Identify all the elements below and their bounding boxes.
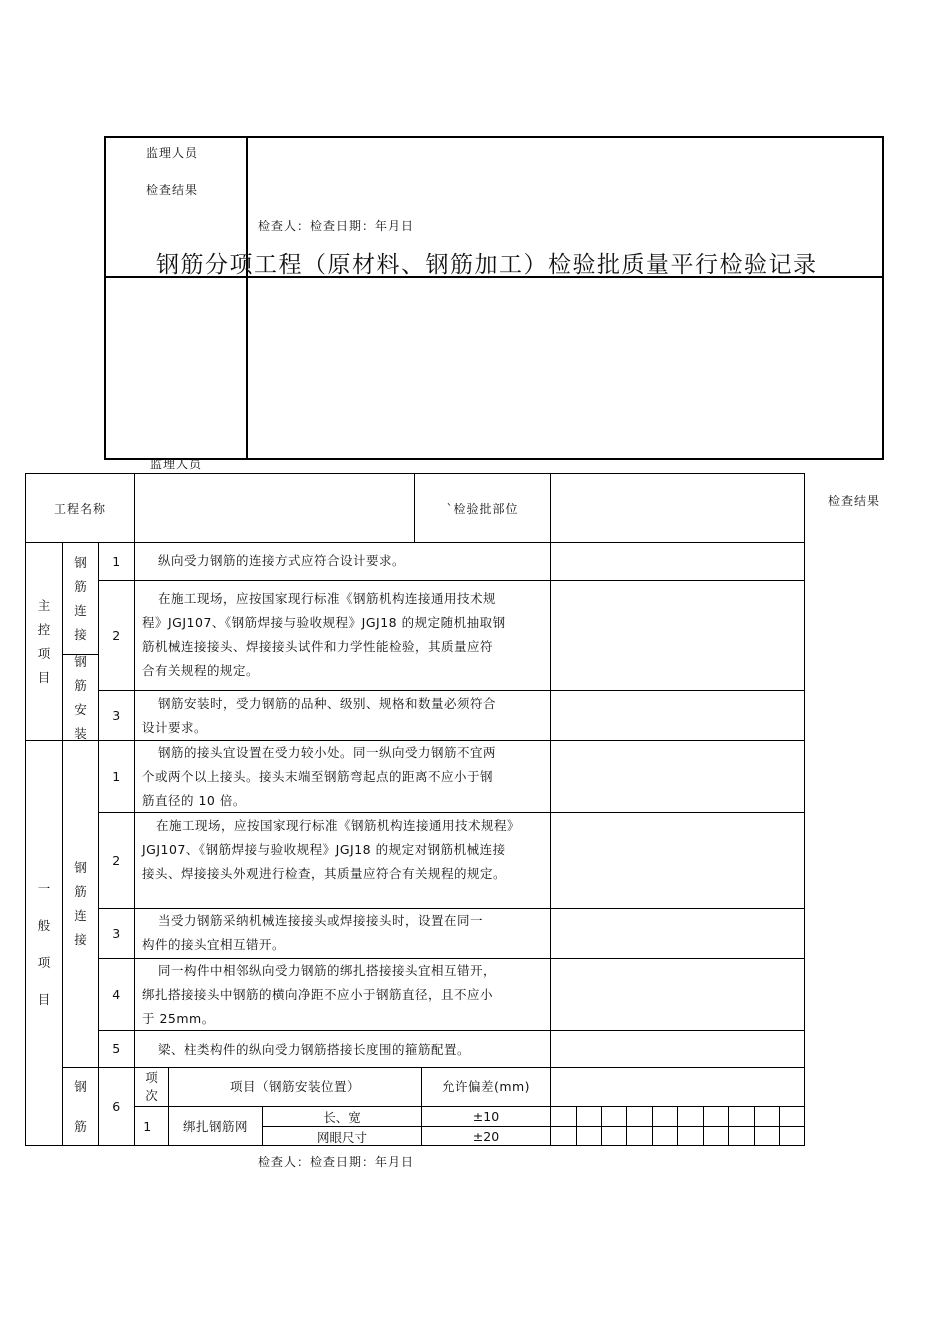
mid-supervisor-label: 监理人员	[150, 457, 203, 471]
sub-row-name: 长、宽	[323, 1109, 361, 1125]
sub-char: 连	[74, 908, 87, 923]
sub-char: 接	[74, 626, 87, 642]
general-item-text	[142, 909, 547, 957]
general-category	[26, 741, 62, 1146]
sub-char: 装	[74, 725, 87, 741]
sub-char: 筋	[74, 884, 87, 899]
top-box-divider	[246, 137, 248, 460]
general-sub-connection	[63, 741, 98, 1067]
grid-line	[98, 690, 805, 691]
general-item-no: 6	[112, 1099, 121, 1114]
grid-line	[134, 542, 135, 1146]
page-title: 钢筋分项工程（原材料、钢筋加工）检验批质量平行检验记录	[156, 252, 818, 278]
mid-result-label: 检查结果	[828, 494, 881, 508]
category-char: 主	[37, 597, 51, 613]
sub-char: 钢	[74, 860, 87, 875]
seq-header-char: 项	[145, 1070, 158, 1085]
general-item-text	[142, 959, 547, 1031]
main-item-text	[142, 587, 550, 683]
check-cell-line	[550, 1126, 805, 1127]
grid-line	[98, 580, 805, 581]
general-item-no: 1	[112, 768, 121, 784]
text-line: 接头、焊接接头外观进行检查，其质量应符合有关规程的规定。	[142, 866, 507, 881]
text-line: 绑扎搭接接头中钢筋的横向净距不应小于钢筋直径，且不应小	[142, 987, 494, 1002]
main-item-text	[142, 692, 547, 740]
row-no: 1	[143, 1118, 152, 1134]
text-line: 程》JGJ107、《钢筋焊接与验收规程》JGJ18 的规定随机抽取钢	[142, 615, 506, 630]
sub-row-tolerance: ±10	[472, 1109, 500, 1124]
grid-line	[25, 542, 805, 543]
text-line: 在施工现场，应按国家现行标准《钢筋机构连接通用技术规程》	[156, 818, 521, 833]
text-line: 于 25mm。	[142, 1011, 215, 1026]
text-line: 构件的接头宜相互错开。	[142, 937, 286, 952]
top-record-box	[104, 136, 884, 460]
batch-location-label: `检验批部位	[446, 501, 519, 516]
sub-char: 安	[74, 701, 87, 717]
text-line: 合有关规程的规定。	[142, 663, 260, 678]
text-line: 梁、柱类构件的纵向受力钢筋搭接长度围的箍筋配置。	[158, 1042, 471, 1057]
category-char: 目	[37, 991, 51, 1007]
main-item-text	[142, 549, 547, 573]
main-sub-installation	[63, 655, 98, 740]
row-name: 绑扎钢筋网	[182, 1118, 248, 1134]
tolerance-header: 允许偏差(mm)	[441, 1079, 531, 1094]
category-char: 项	[37, 645, 51, 661]
text-line: 筋机械连接接头、焊接接头试件和力学性能检验，其质量应符	[142, 639, 494, 654]
main-sub-connection	[63, 543, 98, 654]
main-item-no: 3	[112, 707, 121, 723]
top-supervisor-label: 监理人员	[146, 146, 199, 160]
category-char: 般	[37, 917, 51, 933]
general-item-text	[142, 814, 550, 886]
top-inspector-line: 检查人：检查日期：年月日	[258, 219, 415, 233]
sub-char: 筋	[74, 677, 87, 693]
general-item-no: 3	[112, 925, 121, 941]
sub-char: 钢	[74, 653, 87, 669]
main-item-no: 1	[112, 553, 121, 569]
sub-char: 钢	[74, 554, 87, 570]
text-line: 在施工现场，应按国家现行标准《钢筋机构连接通用技术规	[158, 591, 497, 606]
category-char: 目	[37, 669, 51, 685]
batch-location-value	[551, 474, 804, 542]
main-control-category	[26, 543, 62, 740]
sub-char: 接	[74, 932, 87, 947]
sub-char: 筋	[74, 578, 87, 594]
project-name-value	[135, 474, 414, 542]
general-item-text	[142, 1038, 547, 1062]
footer-inspector-line: 检查人：检查日期：年月日	[258, 1155, 415, 1169]
text-line: 纵向受力钢筋的连接方式应符合设计要求。	[158, 553, 406, 568]
category-char: 控	[37, 621, 51, 637]
text-line: 个或两个以上接头。接头末端至钢筋弯起点的距离不应小于钢	[142, 769, 494, 784]
project-header: 项目（钢筋安装位置）	[229, 1079, 360, 1094]
seq-header-char: 次	[145, 1088, 158, 1103]
general-item-text	[142, 741, 547, 813]
seq-header	[135, 1068, 168, 1106]
sub-char: 连	[74, 602, 87, 618]
category-char: 一	[37, 880, 51, 896]
text-line: 钢筋的接头宜设置在受力较小处。同一纵向受力钢筋不宜两	[158, 745, 497, 760]
sub-row-name: 网眼尺寸	[316, 1129, 367, 1145]
grid-line	[550, 473, 551, 1146]
category-char: 项	[37, 954, 51, 970]
sub-char: 钢	[74, 1079, 87, 1094]
text-line: 钢筋安装时，受力钢筋的品种、级别、规格和数量必须符合	[158, 696, 497, 711]
general-item-no: 2	[112, 852, 121, 868]
general-sub-rebar	[63, 1068, 98, 1146]
top-result-label: 检查结果	[146, 183, 199, 197]
text-line: 当受力钢筋采纳机械连接接头或焊接接头时，设置在同一	[158, 913, 484, 928]
sub-char: 筋	[74, 1119, 87, 1134]
text-line: 筋直径的 10 倍。	[142, 793, 246, 808]
project-name-label: 工程名称	[53, 501, 106, 516]
main-item-no: 2	[112, 627, 121, 643]
text-line: 同一构件中相邻纵向受力钢筋的绑扎搭接接头宜相互错开，	[158, 963, 497, 978]
general-item-no: 5	[112, 1041, 121, 1056]
general-item-no: 4	[112, 986, 121, 1002]
text-line: 设计要求。	[142, 720, 208, 735]
sub-row-tolerance: ±20	[472, 1129, 500, 1144]
text-line: JGJ107、《钢筋焊接与验收规程》JGJ18 的规定对钢筋机械连接	[142, 842, 506, 857]
